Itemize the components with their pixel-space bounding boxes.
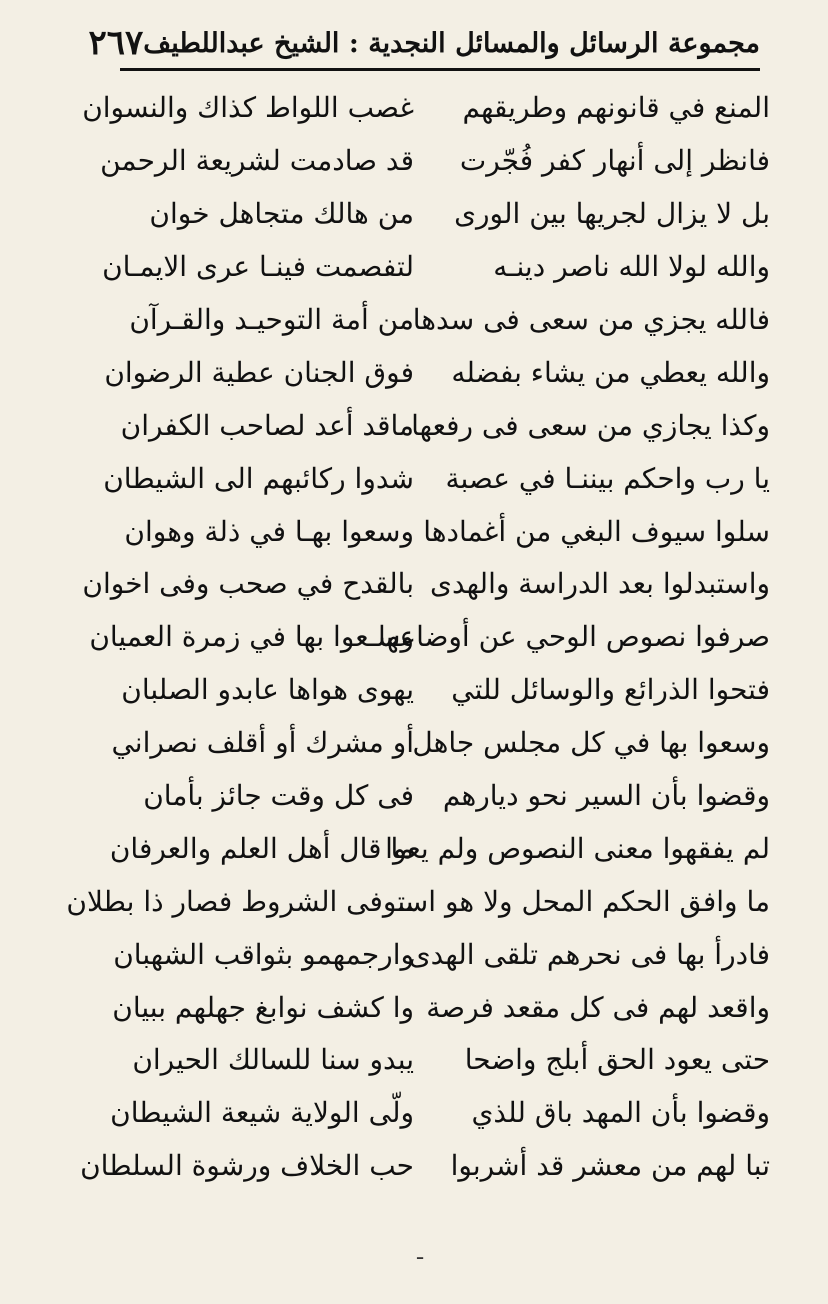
verse-first-hemistich: وقضوا بأن المهد باق للذي bbox=[471, 1096, 770, 1130]
verse-second-hemistich: وارجمهمو بثواقب الشهبان bbox=[113, 937, 414, 971]
verse-second-hemistich: ماقد أعد لصاحب الكفران bbox=[120, 408, 414, 442]
verse-line bbox=[103, 452, 770, 505]
verse-line bbox=[108, 822, 770, 875]
verse-line bbox=[108, 294, 770, 347]
verse-second-hemistich: غصب اللواط كذاك والنسوان bbox=[82, 91, 414, 125]
verse-second-hemistich: فوق الجنان عطية الرضوان bbox=[104, 355, 414, 389]
verse-first-hemistich: والله يعطي من يشاء بفضله bbox=[451, 355, 770, 389]
page-number: ٢٦٧ bbox=[88, 23, 144, 63]
verse-line bbox=[108, 717, 770, 770]
poem-body bbox=[66, 82, 770, 1193]
verse-line bbox=[108, 505, 770, 558]
verse-line bbox=[80, 1140, 770, 1193]
verse-line bbox=[108, 928, 770, 981]
verse-first-hemistich: وسعوا بها في كل مجلس جاهل bbox=[412, 726, 770, 760]
verse-second-hemistich: وسـعوا بها في زمرة العميان bbox=[89, 620, 414, 654]
verse-second-hemistich: يبدو سنا للسالك الحيران bbox=[132, 1043, 414, 1077]
verse-second-hemistich: يهوى هواها عابدو الصلبان bbox=[121, 673, 414, 707]
verse-line bbox=[108, 399, 770, 452]
verse-second-hemistich: فى كل وقت جائز بأمان bbox=[143, 779, 414, 813]
verse-first-hemistich: سلوا سيوف البغي من أغمادها bbox=[423, 514, 770, 548]
verse-first-hemistich: واستبدلوا بعد الدراسة والهدى bbox=[430, 567, 770, 601]
verse-first-hemistich: وكذا يجازي من سعى فى رفعها bbox=[411, 408, 770, 442]
verse-line bbox=[82, 82, 770, 135]
verse-first-hemistich: حتى يعود الحق أبلج واضحا bbox=[464, 1043, 770, 1077]
verse-second-hemistich: حب الخلاف ورشوة السلطان bbox=[80, 1149, 414, 1183]
verse-first-hemistich: فالله يجزي من سعى فى سدها bbox=[412, 303, 770, 336]
verse-second-hemistich: من أمة التوحيـد والقـرآن bbox=[129, 303, 414, 336]
verse-first-hemistich: والله لولا الله ناصر دينـه bbox=[493, 250, 770, 284]
verse-first-hemistich: فتحوا الذرائع والوسائل للتي bbox=[451, 673, 770, 707]
verse-first-hemistich: ما وافق الحكم المحل ولا هو اسـ bbox=[396, 884, 770, 918]
verse-second-hemistich: شدوا ركائبهم الى الشيطان bbox=[103, 461, 414, 495]
verse-line bbox=[108, 188, 770, 241]
verse-first-hemistich: واقعد لهم فى كل مقعد فرصة bbox=[426, 990, 770, 1024]
verse-first-hemistich: فانظر إلى أنهار كفر فُجّرت bbox=[459, 144, 770, 178]
footer-mark: ـ bbox=[417, 1240, 423, 1264]
verse-second-hemistich: لتفصمت فينـا عرى الايمـان bbox=[102, 250, 414, 284]
verse-second-hemistich: ما قال أهل العلم والعرفان bbox=[109, 831, 414, 865]
verse-first-hemistich: المنع في قانونهم وطريقهم bbox=[462, 91, 770, 125]
verse-line bbox=[104, 346, 770, 399]
verse-first-hemistich: وقضوا بأن السير نحو ديارهم bbox=[442, 779, 770, 813]
verse-line bbox=[108, 664, 770, 717]
verse-second-hemistich: من هالك متجاهل خوان bbox=[149, 197, 414, 231]
page-header bbox=[88, 18, 760, 68]
verse-line bbox=[82, 558, 770, 611]
header-rule bbox=[120, 68, 760, 71]
verse-second-hemistich: ولّى الولاية شيعة الشيطان bbox=[110, 1096, 414, 1130]
verse-first-hemistich: فادرأ بها فى نحرهم تلقى الهدى bbox=[408, 937, 770, 971]
verse-line bbox=[108, 1034, 770, 1087]
verse-second-hemistich: بالقدح في صحب وفى اخوان bbox=[82, 567, 414, 601]
verse-line bbox=[66, 875, 770, 928]
verse-first-hemistich: بل لا يزال لجريها بين الورى bbox=[454, 197, 770, 231]
verse-line bbox=[102, 241, 770, 294]
verse-line bbox=[108, 1087, 770, 1140]
verse-line bbox=[108, 770, 770, 823]
verse-first-hemistich: تبا لهم من معشر قد أشربوا bbox=[450, 1149, 770, 1183]
verse-line bbox=[100, 135, 770, 188]
verse-first-hemistich: يا رب واحكم بيننـا في عصبة bbox=[445, 461, 770, 495]
verse-second-hemistich: وا كشف نوابغ جهلهم ببيان bbox=[112, 990, 414, 1024]
verse-first-hemistich: صرفوا نصوص الوحي عن أوضاعها bbox=[377, 620, 770, 654]
verse-second-hemistich: ـتوفى الشروط فصار ذا بطلان bbox=[66, 884, 414, 918]
verse-second-hemistich: وسعوا بهـا في ذلة وهوان bbox=[124, 514, 414, 548]
verse-first-hemistich: لم يفقهوا معنى النصوص ولم يعوا bbox=[385, 831, 770, 865]
verse-second-hemistich: قد صادمت لشريعة الرحمن bbox=[100, 144, 414, 178]
verse-line bbox=[89, 611, 770, 664]
verse-line bbox=[108, 981, 770, 1034]
verse-second-hemistich: أو مشرك أو أقلف نصراني bbox=[111, 726, 414, 760]
running-title: مجموعة الرسائل والمسائل النجدية : الشيخ عبداللطيف bbox=[143, 27, 760, 59]
